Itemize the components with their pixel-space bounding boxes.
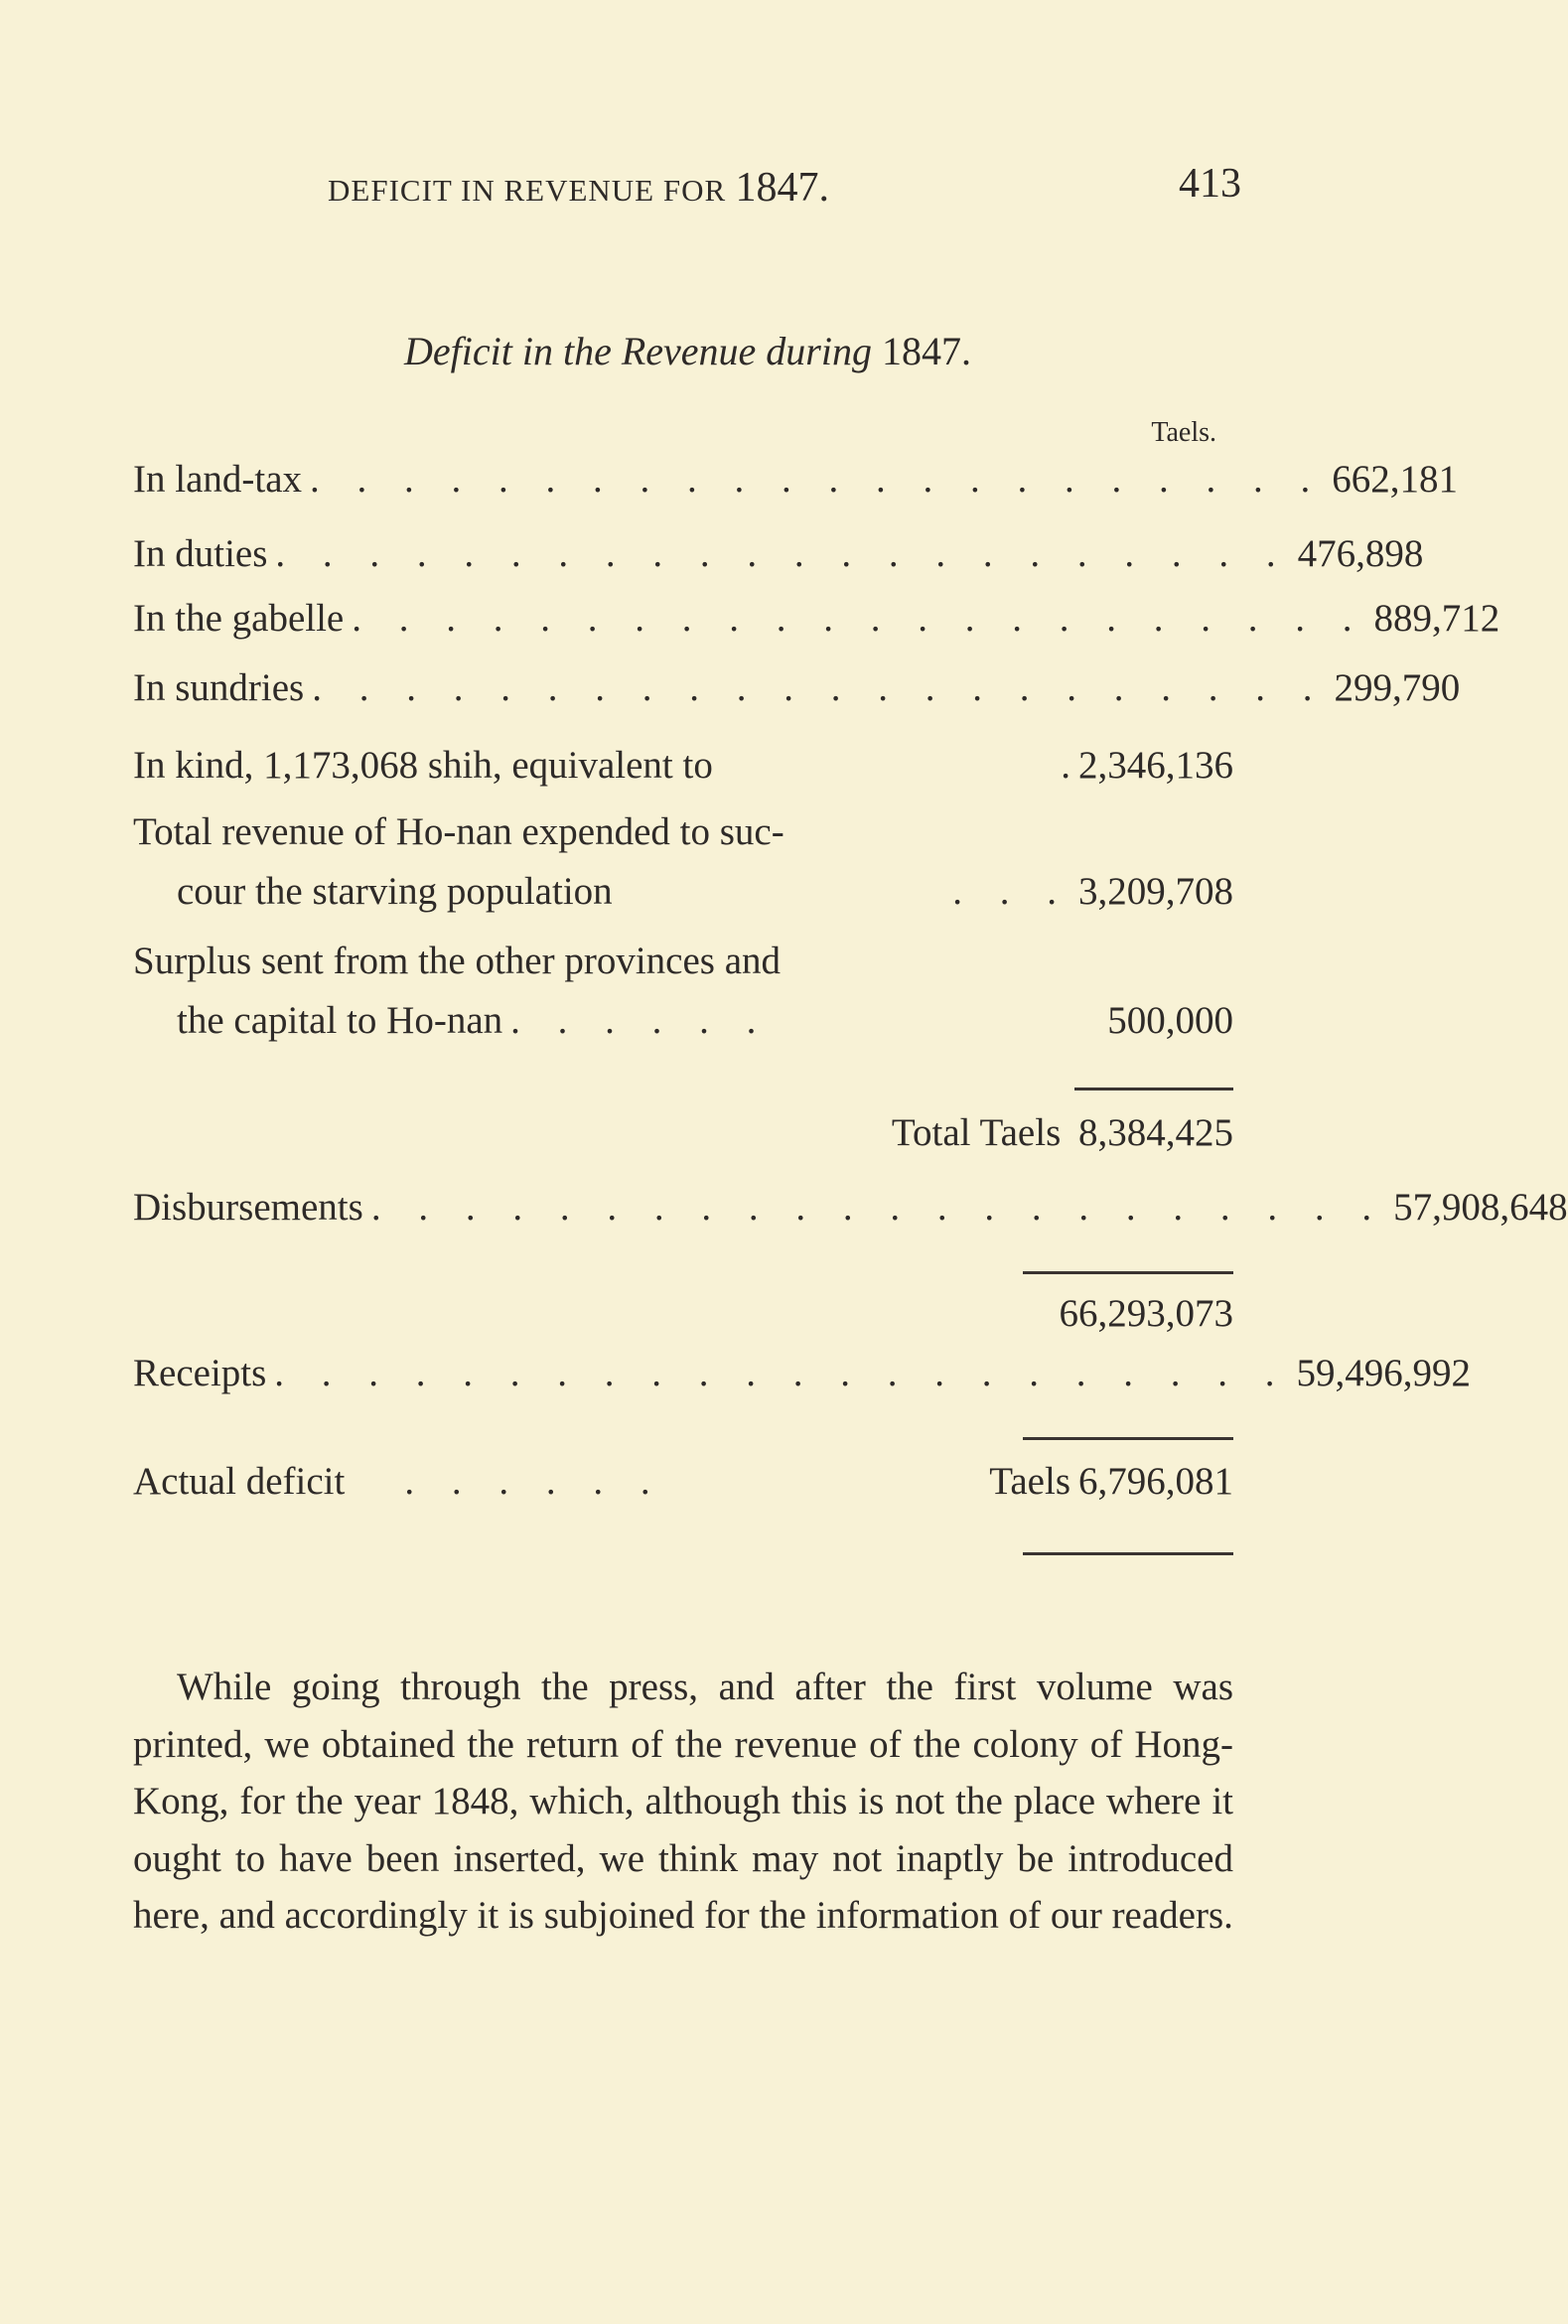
table-row-line1	[133, 809, 1233, 854]
row-value: 59,496,992	[1296, 1352, 1472, 1394]
title-year: 1847.	[881, 329, 971, 373]
leader-dots: .	[1061, 744, 1070, 787]
row-label: the capital to Ho-nan	[177, 999, 503, 1042]
table-row	[133, 596, 1500, 641]
sum-rule	[1023, 1552, 1233, 1555]
row-label: cour the starving population	[177, 870, 613, 913]
leader-dots: . . . . . . . . . . . . . . . . . . . . . .	[274, 1352, 1289, 1394]
row-value: 57,908,648	[1393, 1186, 1568, 1229]
table-row-line2	[133, 998, 1233, 1043]
row-value: 3,209,708	[1078, 870, 1233, 913]
sum-rule	[1023, 1271, 1233, 1274]
leader-dots: . . . . . . . . . . . . . . . . . . . . . .	[352, 597, 1366, 640]
subtotal-value: 66,293,073	[1059, 1292, 1233, 1335]
actual-deficit-row	[133, 1459, 1233, 1504]
row-label: In kind, 1,173,068 shih, equivalent to	[133, 744, 713, 787]
table-row	[133, 531, 1424, 576]
row-value: 500,000	[1107, 999, 1233, 1042]
leader-dots: . . . . . .	[404, 1460, 664, 1503]
table-row-line1	[133, 939, 1233, 983]
row-label: In the gabelle	[133, 597, 345, 640]
subtotal-row	[133, 1291, 1233, 1336]
table-row	[133, 457, 1459, 502]
leader-dots: . . .	[952, 870, 1070, 913]
title-text: Deficit in the Revenue during	[404, 329, 872, 373]
total-label: Total Taels	[891, 1111, 1062, 1154]
row-value: 476,898	[1297, 532, 1424, 575]
table-row	[133, 665, 1461, 710]
running-header	[328, 161, 1241, 212]
receipts-row	[133, 1351, 1472, 1395]
row-label: In duties	[133, 532, 268, 575]
row-label: Total revenue of Ho-nan expended to suc-	[133, 810, 784, 853]
table-title	[0, 328, 1375, 374]
total-value: 8,384,425	[1078, 1111, 1233, 1154]
table-row-line2	[133, 869, 1233, 914]
total-row	[133, 1110, 1233, 1155]
row-value: 299,790	[1334, 666, 1461, 709]
leader-dots: . . . . . . . . . . . . . . . . . . . . . .	[312, 666, 1327, 709]
row-label: Receipts	[133, 1352, 267, 1394]
row-label: Actual deficit	[133, 1460, 346, 1503]
row-label: In land-tax	[133, 458, 303, 501]
body-paragraph	[133, 1659, 1233, 1945]
row-unit: Taels	[989, 1460, 1070, 1503]
row-value: 889,712	[1373, 597, 1500, 640]
running-year: 1847.	[735, 165, 829, 211]
leader-dots: . . . . . . . . . . . . . . . . . . . . . .	[370, 1186, 1386, 1229]
row-value: 6,796,081	[1078, 1460, 1233, 1503]
leader-dots: . . . . . .	[510, 999, 771, 1042]
row-label: Disbursements	[133, 1186, 363, 1229]
paragraph-text: While going through the press, and after the first volume was printed, we obtained the return of the revenue of the colony of Hong-Kong, for the year 1848, which, although this is not the place where it ought to have been inserted, we think may not inaptly be introduced here, and accordingly it is subjoined for the information of our readers.	[133, 1666, 1233, 1937]
disbursements-row	[133, 1185, 1568, 1230]
leader-dots: . . . . . . . . . . . . . . . . . . . . . .	[275, 532, 1290, 575]
leader-dots: . . . . . . . . . . . . . . . . . . . . . .	[310, 458, 1325, 501]
unit-label: Taels.	[1151, 417, 1216, 448]
row-value: 2,346,136	[1078, 744, 1233, 787]
row-label: In sundries	[133, 666, 305, 709]
page-number: 413	[1179, 161, 1241, 207]
row-label: Surplus sent from the other provinces and	[133, 940, 782, 982]
table-row	[133, 743, 1233, 788]
sum-rule	[1023, 1437, 1233, 1440]
running-title: DEFICIT IN REVENUE FOR	[328, 173, 727, 208]
row-value: 662,181	[1332, 458, 1459, 501]
sum-rule	[1074, 1088, 1233, 1090]
